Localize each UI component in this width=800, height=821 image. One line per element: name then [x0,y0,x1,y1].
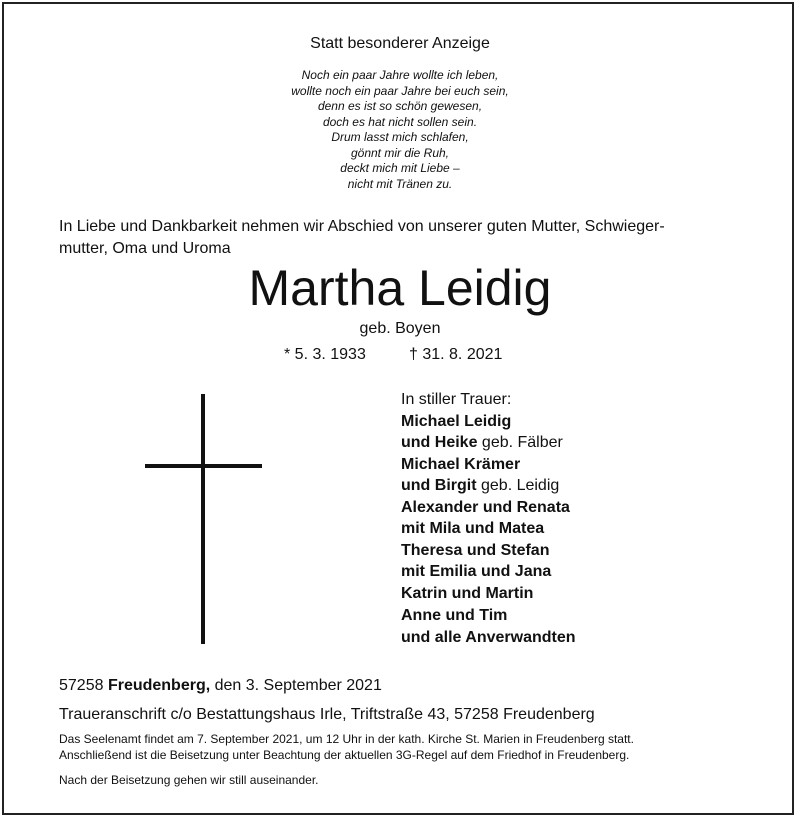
mourner-name: und Heike [401,434,478,451]
death-date: † 31. 8. 2021 [409,346,503,363]
mourner-group [401,454,576,496]
mourner-name: mit Mila und Matea [401,520,545,537]
place-city: Freudenberg, [107,677,211,694]
mourners-list [401,389,576,648]
notice-date: den 3. September 2021 [210,677,382,694]
poem-line: doch es hat nicht sollen sein. [322,114,478,129]
mourner-name: Theresa und Stefan [401,542,550,559]
poem-line: denn es ist so schön gewesen, [317,99,483,113]
mourner-group [401,411,576,453]
mourner-name: Michael Leidig [401,413,512,430]
mourner-group [401,627,576,648]
intro-text: In Liebe und Dankbarkeit nehmen wir Abschied von unserer guten Mutter, Schwieger- mutter, Oma und Uroma [59,218,665,257]
mourner-group [401,605,576,626]
poem-line: Drum lasst mich schlafen, [331,130,469,144]
poem-line: wollte noch ein paar Jahre bei euch sein, [291,83,509,98]
mourner-name: Katrin und Martin [401,585,534,602]
mourner-name: mit Emilia und Jana [401,563,552,580]
place-zip: 57258 [59,677,108,694]
mourner-name: Michael Krämer [401,456,521,473]
cross-icon-vertical [201,394,205,644]
maiden-name: geb. Boyen [359,320,441,337]
place-date [59,677,382,695]
mourner-name: und alle Anverwandten [401,629,576,646]
mourner-name: Alexander und Renata [401,499,570,516]
poem-line: Noch ein paar Jahre wollte ich leben, [301,68,499,82]
mourner-name: Anne und Tim [401,607,508,624]
service-info [59,731,634,763]
mourners-label: In stiller Trauer: [401,391,512,408]
mourner-name: und Birgit [401,477,477,494]
poem-line: nicht mit Tränen zu. [347,176,453,191]
mourner-group [401,583,576,604]
service-line: Das Seelenamt findet am 7. September 2021, um 12 Uhr in der kath. Kirche St. Marien in Freudenberg statt. [59,732,634,746]
poem [0,68,800,192]
birth-date: * 5. 3. 1933 [284,346,366,363]
service-line: Anschließend ist die Beisetzung unter Beachtung der aktuellen 3G-Regel auf dem Friedhof in Freudenberg. [59,748,630,762]
mourner-group [401,540,576,582]
cross-icon-horizontal [145,464,262,468]
closing-note: Nach der Beisetzung gehen wir still auseinander. [59,773,319,787]
poem-line: gönnt mir die Ruh, [350,145,450,160]
mourning-address: Traueranschrift c/o Bestattungshaus Irle, Triftstraße 43, 57258 Freudenberg [59,706,595,723]
mourner-maiden: geb. Leidig [476,477,560,494]
notice-header: Statt besonderer Anzeige [310,35,490,52]
mourner-maiden: geb. Fälber [477,434,563,451]
deceased-name: Martha Leidig [248,260,552,316]
mourner-group [401,497,576,539]
poem-line: deckt mich mit Liebe – [340,161,460,175]
